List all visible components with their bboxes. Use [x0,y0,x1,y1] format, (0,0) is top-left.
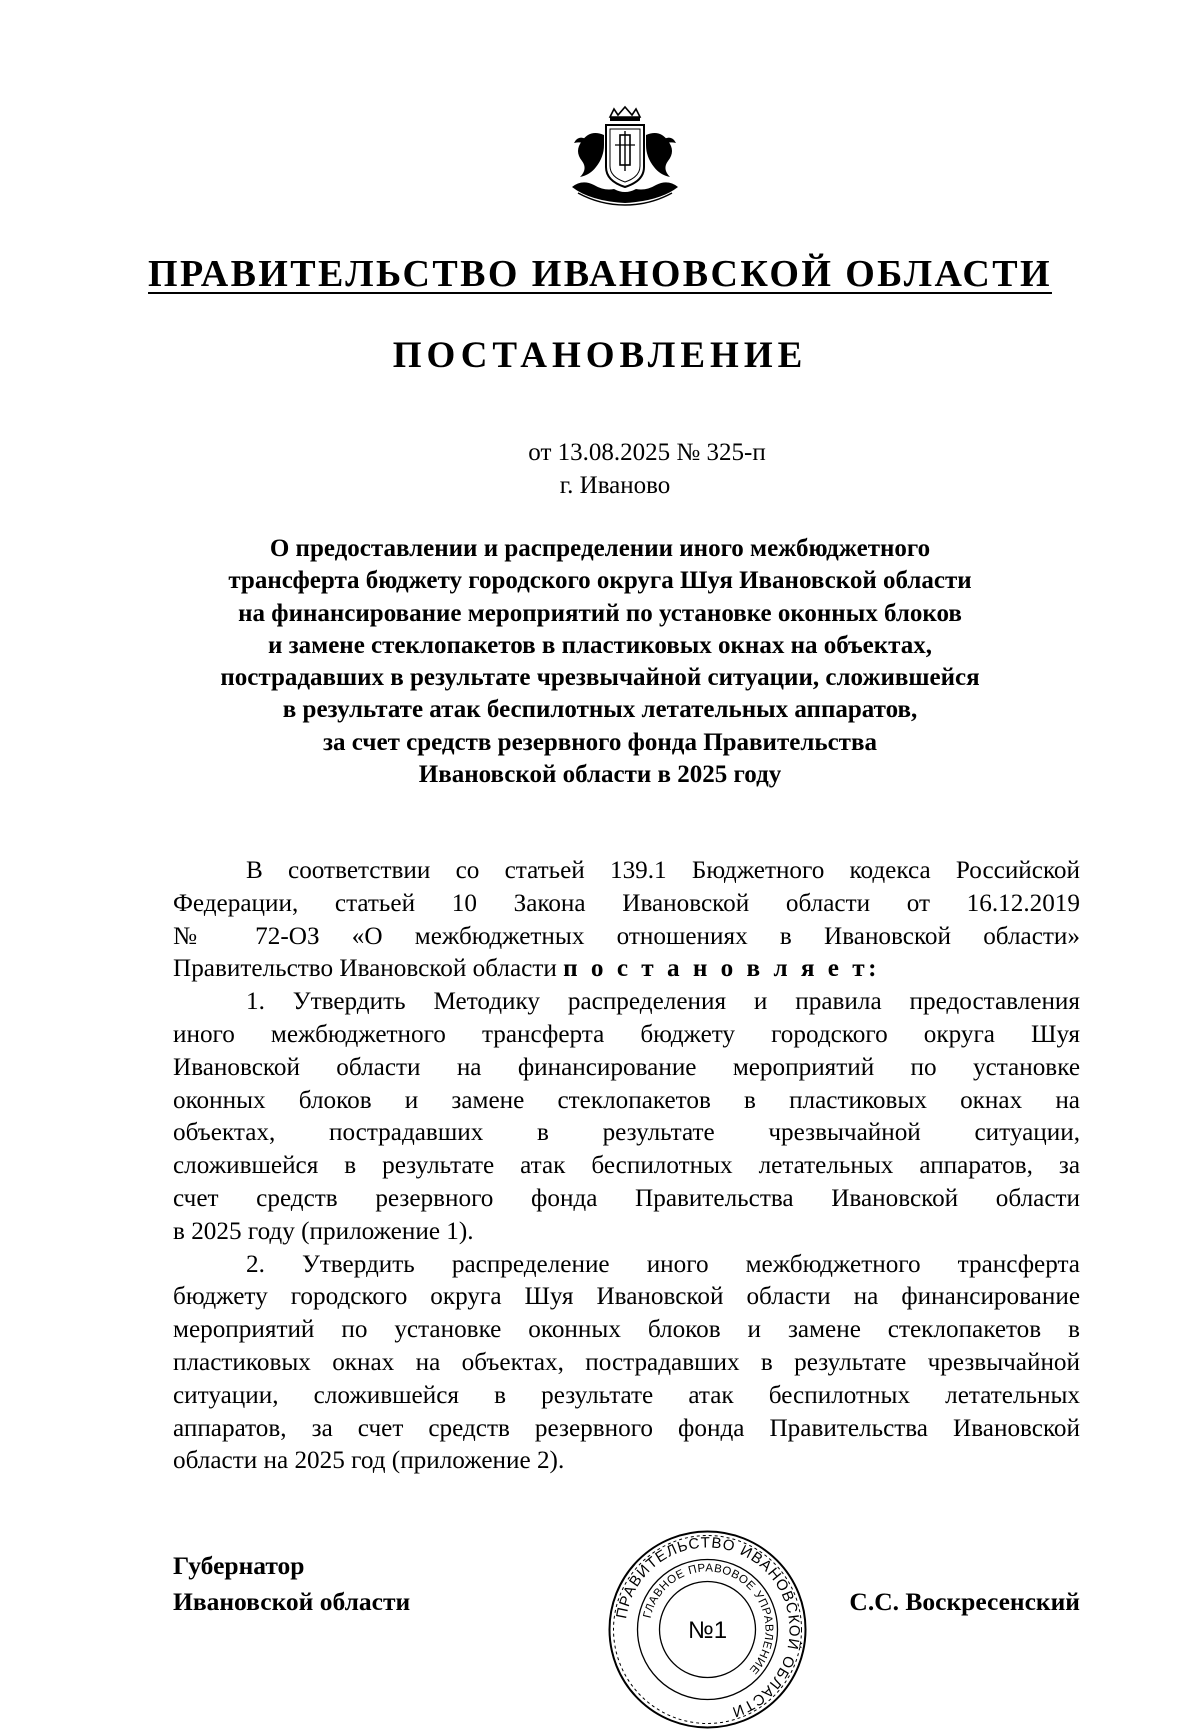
body-line: пластиковых окнах на объектах, пострадавших в результате чрезвычайной [173,1348,1080,1376]
signature-position [173,1548,410,1620]
body-line: № 72-ОЗ «О межбюджетных отношениях в Ивановской области» [173,922,1080,950]
body-line: 2. Утвердить распределение иного межбюджетного трансферта [246,1250,1080,1278]
subject-line: О предоставлении и распределении иного межбюджетного [269,535,931,562]
decree-keyword: п о с т а н о в л я е т: [563,955,881,983]
city: г. Иваново [559,472,671,499]
body-line: Правительство Ивановской области п о с т а н о в л я е т: [173,955,881,983]
subject-line: трансферта бюджету городского округа Шуя Ивановской области [228,567,972,595]
body-line: аппаратов, за счет средств резервного фонда Правительства Ивановской [173,1414,1080,1442]
subject-line: в результате атак беспилотных летательных аппаратов, [282,696,918,724]
date-number: от 13.08.2025 № 325-п [528,439,766,466]
document-body [173,855,1080,1478]
body-line: 1. Утвердить Методику распределения и правила предоставления [246,988,1080,1016]
body-line: оконных блоков и замене стеклопакетов в пластиковых окнах на [173,1086,1080,1114]
item-1-paragraph [173,986,1080,1248]
item-2-paragraph [173,1249,1080,1479]
svg-text:ПРАВИТЕЛЬСТВО ИВАНОВСКОЙ ОБЛАС: ПРАВИТЕЛЬСТВО ИВАНОВСКОЙ ОБЛАСТИ [613,1534,803,1721]
subject-line: за счет средств резервного фонда Правительства [323,728,877,756]
signer-region: Ивановской области [173,1587,411,1616]
signer-name: С.С. Воскресенский [849,1587,1080,1616]
subject-line: Ивановской области в 2025 году [418,761,782,789]
body-line: Ивановской области на финансирование мероприятий по установке [173,1053,1080,1081]
svg-text:ГЛАВНОЕ ПРАВОВОЕ УПРАВЛЕНИЕ: ГЛАВНОЕ ПРАВОВОЕ УПРАВЛЕНИЕ [641,1562,775,1677]
body-line: иного межбюджетного трансферта бюджету городского округа Шуя [173,1020,1080,1048]
document-type: ПОСТАНОВЛЕНИЕ [392,335,808,376]
svg-text:№1: №1 [687,1617,728,1644]
organization-title: ПРАВИТЕЛЬСТВО ИВАНОВСКОЙ ОБЛАСТИ [148,253,1052,295]
signer-title: Губернатор [173,1551,305,1580]
subject-line: пострадавших в результате чрезвычайной ситуации, сложившейся [220,664,980,692]
subject-line: на финансирование мероприятий по установке оконных блоков [238,599,962,627]
body-line: Федерации, статьей 10 Закона Ивановской области от 16.12.2019 [173,889,1080,917]
body-line: бюджету городского округа Шуя Ивановской области на финансирование [173,1283,1080,1311]
body-line: счет средств резервного фонда Правительства Ивановской области [173,1184,1080,1212]
body-line: В соответствии со статьей 139.1 Бюджетного кодекса Российской [246,857,1080,884]
body-line: сложившейся в результате атак беспилотных летательных аппаратов, за [173,1152,1080,1180]
body-line: ситуации, сложившейся в результате атак беспилотных летательных [173,1381,1080,1409]
body-line: объектах, пострадавших в результате чрезвычайной ситуации, [173,1119,1080,1147]
official-seal [604,1526,811,1733]
body-line: области на 2025 год (приложение 2). [173,1447,565,1475]
coat-of-arms-icon [560,105,690,209]
body-line: мероприятий по установке оконных блоков и замене стеклопакетов в [173,1316,1080,1344]
body-line: в 2025 году (приложение 1). [173,1217,474,1245]
document-subject [170,533,1030,791]
preamble-paragraph [173,855,1080,986]
subject-line: и замене стеклопакетов в пластиковых окнах на объектах, [267,631,933,659]
